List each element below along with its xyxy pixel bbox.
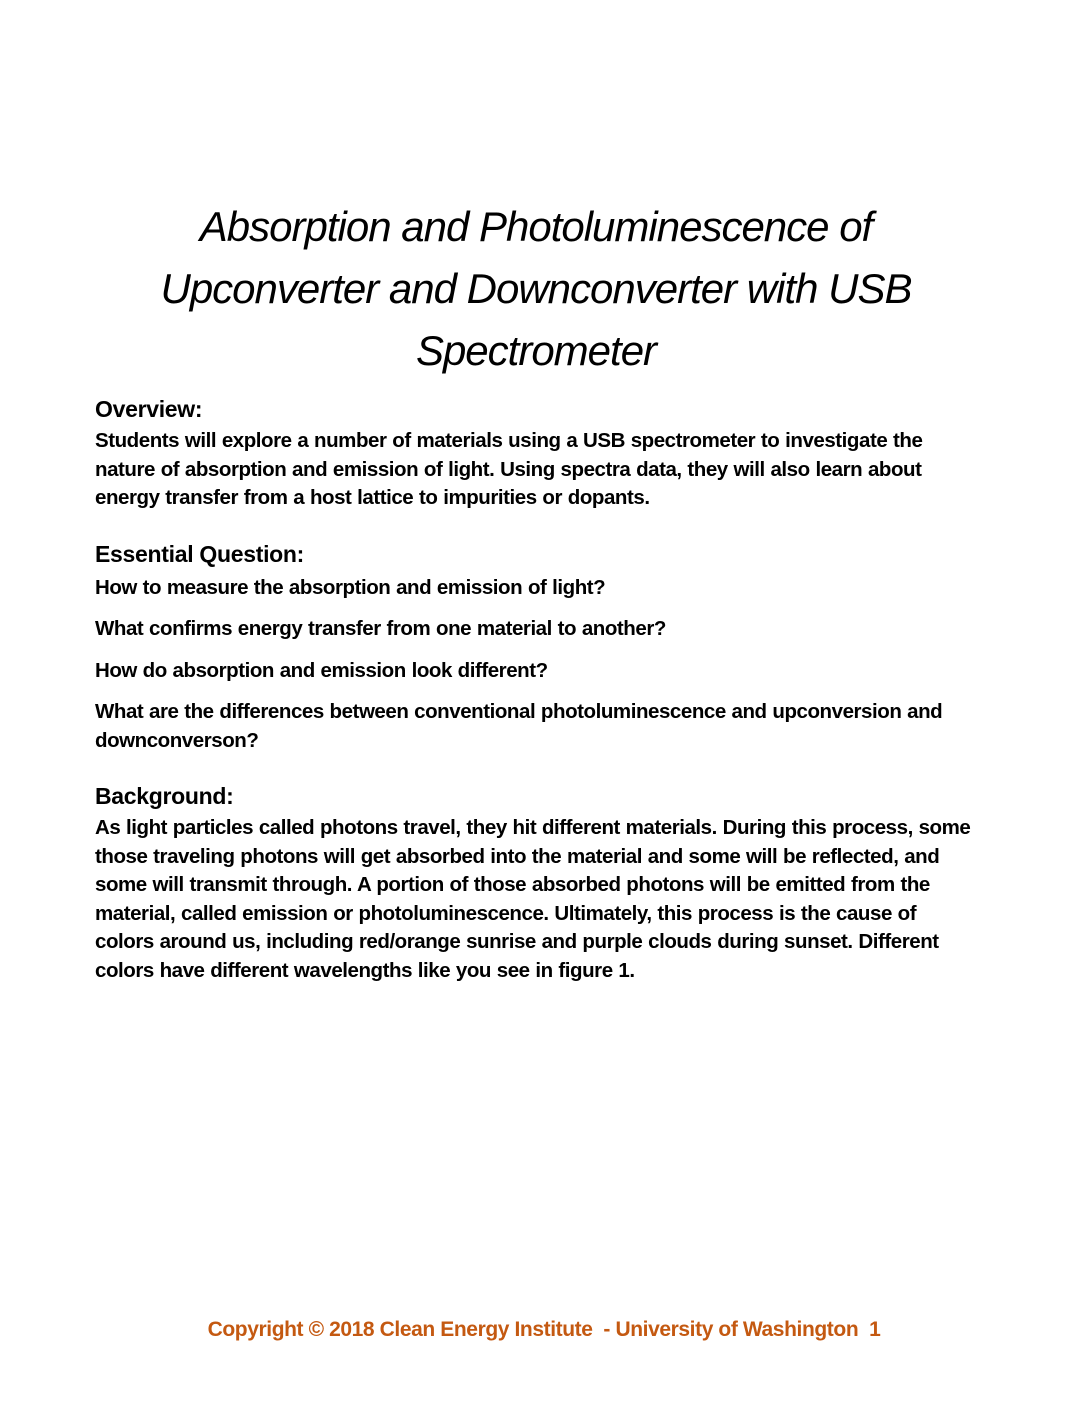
essential-question-2: What confirms energy transfer from one material to another? [95,617,666,640]
section-essential-question [95,539,977,756]
title-line-1: Absorption and Photoluminescence of [199,203,873,250]
overview-heading: Overview: [95,396,203,422]
essential-question-4: What are the differences between conventional photoluminescence and upconversion and downconverson? [95,700,943,752]
footer-page-number: 1 [869,1318,881,1341]
overview-paragraph: Students will explore a number of materials using a USB spectrometer to investigate the nature of absorption and emission of light. Using spectra data, they will also learn about energy transfer from a host lattice to impurities or dopants. [95,429,923,509]
title-line-3: Spectrometer [415,327,657,374]
background-paragraph: As light particles called photons travel, they hit different materials. During this process, some those traveling photons will get absorbed into the material and some will be reflected, and some will transmit through. A portion of those absorbed photons will be emitted from the material, called emission or photoluminescence. Ultimately, this process is the cause of colors around us, including red/orange sunrise and purple clouds during sunset. Different colors have different wavelengths like you see in figure 1. [95,816,971,982]
footer-copyright-text: Copyright © 2018 Clean Energy Institute - University of Washington [207,1318,870,1341]
background-heading: Background: [95,783,234,809]
page-content [95,0,977,985]
section-overview [95,394,977,513]
footer [0,1318,1088,1342]
essential-question-heading: Essential Question: [95,540,305,567]
section-background [95,781,977,985]
title-line-2: Upconverter and Downconverter with USB [160,265,912,312]
essential-question-1: How to measure the absorption and emission of light? [95,575,606,599]
document-title [95,196,977,382]
essential-question-3: How do absorption and emission look different? [95,658,548,682]
